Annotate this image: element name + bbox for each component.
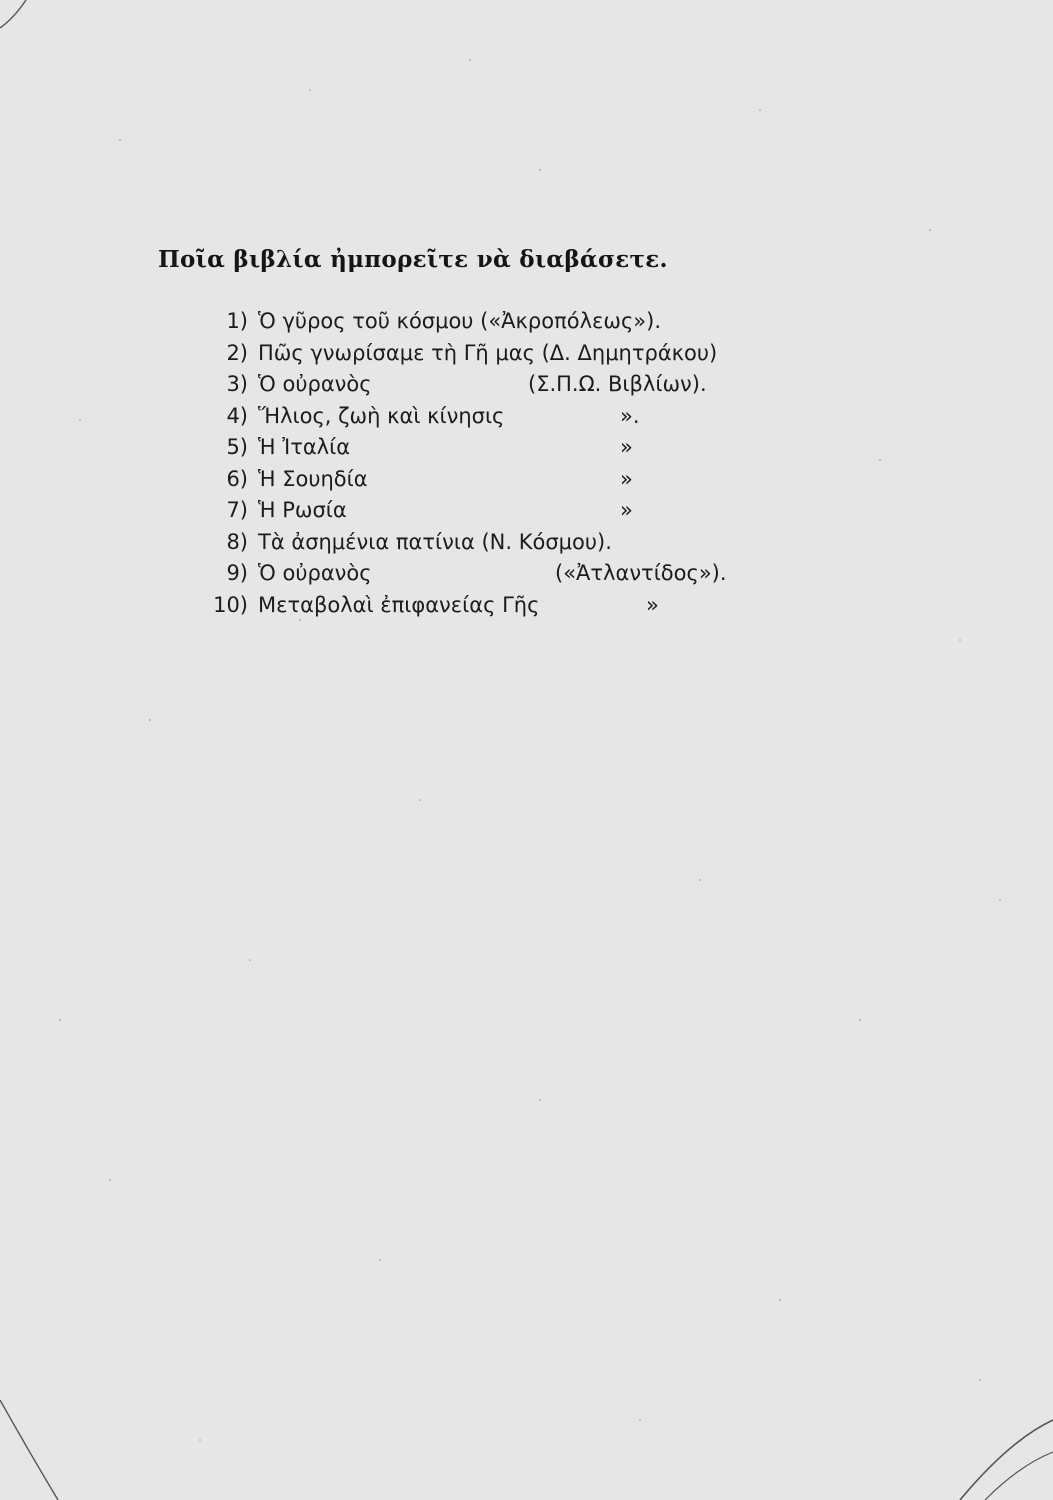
list-item [200, 338, 800, 370]
list-item [200, 495, 800, 527]
item-number: 5) [226, 435, 248, 459]
list-item [200, 590, 800, 622]
list-item [200, 306, 800, 338]
book-title: Ἡ Ρωσία [258, 498, 347, 522]
item-number: 7) [226, 498, 248, 522]
item-number: 9) [226, 561, 248, 585]
book-publisher: («Ἀτλαντίδος»). [555, 561, 727, 585]
book-publisher: » [620, 498, 633, 522]
book-publisher: » [646, 592, 659, 617]
list-item [200, 558, 800, 590]
book-publisher: ». [620, 403, 640, 428]
book-publisher: » [620, 466, 633, 491]
book-publisher: » [620, 435, 633, 459]
item-number: 3) [226, 372, 248, 396]
item-number: 1) [226, 309, 248, 333]
book-title: Ὁ οὐρανὸς [258, 561, 372, 585]
item-number: 6) [226, 466, 248, 491]
book-title: Ὁ οὐρανὸς [258, 372, 372, 396]
list-item [200, 401, 800, 433]
item-number: 8) [226, 529, 248, 554]
book-title: Ἡ Σουηδία [258, 466, 368, 491]
book-title: Ὁ γῦρος τοῦ κόσμου («Ἀκροπόλεως»). [258, 309, 661, 333]
list-item [200, 527, 800, 559]
book-title: Ἡ Ἰταλία [258, 435, 351, 459]
item-number: 2) [226, 340, 248, 365]
page-heading: Ποῖα βιβλία ἠμπορεῖτε νὰ διαβάσετε. [158, 246, 668, 273]
list-item [200, 432, 800, 464]
book-title: Πῶς γνωρίσαμε τὴ Γῆ μας (Δ. Δημητράκου) [258, 340, 718, 365]
book-title: Ἥλιος, ζωὴ καὶ κίνησις [258, 403, 505, 428]
list-item [200, 464, 800, 496]
book-title: Μεταβολαὶ ἐπιφανείας Γῆς [258, 592, 540, 617]
item-number: 10) [213, 592, 248, 617]
book-publisher: (Σ.Π.Ω. Βιβλίων). [528, 372, 707, 396]
book-list [200, 306, 800, 621]
item-number: 4) [226, 403, 248, 428]
book-title: Τὰ ἀσημένια πατίνια (Ν. Κόσμου). [258, 529, 612, 554]
list-item [200, 369, 800, 401]
